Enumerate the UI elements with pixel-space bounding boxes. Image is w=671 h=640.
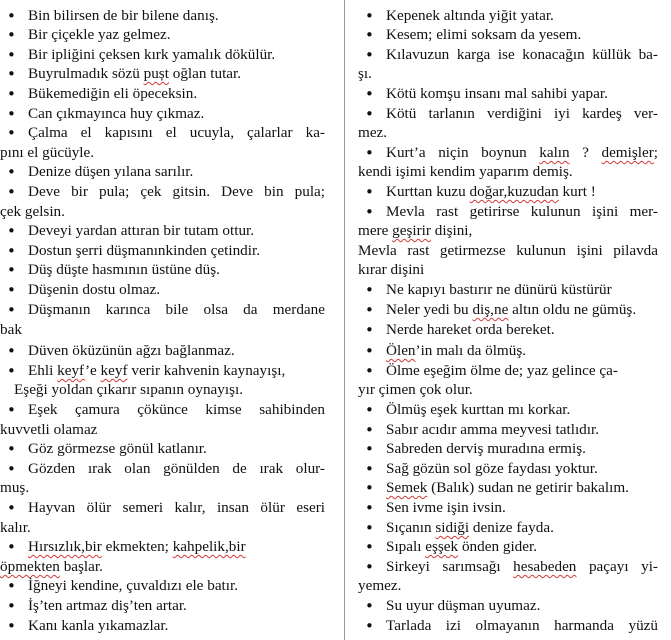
proverb-item: • Denize düşen yılana sarılır.	[0, 162, 325, 182]
proverb-item: • Hayvan ölür semeri kalır, insan ölür eseri	[0, 498, 325, 518]
proverb-item: • Sıçanın sidiği denize fayda.	[358, 518, 658, 538]
proverb-item: • Su uyur düşman uyumaz.	[358, 596, 658, 616]
proverb-item: • Sabreden derviş muradına ermiş.	[358, 439, 658, 459]
proverb-item: • Nerde hareket orda bereket.	[358, 320, 658, 340]
proverb-item: • Can çıkmayınca huy çıkmaz.	[0, 104, 325, 124]
proverb-continuation-line: çek gelsin.	[0, 203, 65, 220]
proverb-item: • Neler yedi bu diş,ne altın oldu ne gümüş.	[358, 300, 658, 320]
proverb-item: • Düşmanın karınca bile olsa da merdane	[0, 300, 325, 320]
proverb-continuation-line: Eşeği yoldan çıkarır sıpanın oynayışı.	[14, 381, 244, 398]
proverb-continuation-line: yır çimen çok olur.	[358, 381, 473, 398]
column-divider	[344, 0, 345, 640]
proverb-item: • Tarlada izi olmayanın harmanda yüzü	[358, 616, 658, 636]
proverb-continuation-line: muş.	[0, 479, 30, 496]
proverb-item: • Sağ gözün sol göze faydası yoktur.	[358, 459, 658, 479]
proverb-item: • Çalma el kapısını el ucuyla, çalarlar ka-	[0, 123, 325, 143]
proverb-item: • Kötü komşu insanı mal sahibi yapar.	[358, 84, 658, 104]
proverb-item: • Mevla rast getirirse kulunun işini mer-	[358, 202, 658, 222]
proverb-continuation-line: öpmekten başlar.	[0, 558, 103, 575]
proverb-continuation-line: kuvvetli olamaz	[0, 421, 98, 438]
proverb-item: • Düşenin dostu olmaz.	[0, 280, 325, 300]
proverb-item: • Kepenek altında yiğit yatar.	[358, 6, 658, 26]
proverb-item: • Deve bir pula; çek gitsin. Deve bin pula;	[0, 182, 325, 202]
proverb-item: • Düven öküzünün ağzı bağlanmaz.	[0, 341, 325, 361]
proverb-item: • Sen ivme işin ivsin.	[358, 498, 658, 518]
proverb-item: • Bükemediğin eli öpeceksin.	[0, 84, 325, 104]
proverb-item: • Dostun şerri düşmanınkinden çetindir.	[0, 241, 325, 261]
proverb-item: • İğneyi kendine, çuvaldızı ele batır.	[0, 576, 325, 596]
proverb-item: • Bir çiçekle yaz gelmez.	[0, 25, 325, 45]
proverb-continuation-line: yemez.	[358, 577, 402, 594]
proverb-item: • Sıpalı eşşek önden gider.	[358, 537, 658, 557]
proverb-continuation-line: pını el gücüyle.	[0, 144, 95, 161]
proverb-item: • Kanı kanla yıkamazlar.	[0, 616, 325, 636]
proverb-continuation-line: mez.	[358, 124, 388, 141]
proverb-item: • Ölen’in malı da ölmüş.	[358, 341, 658, 361]
proverb-item: • Bin bilirsen de bir bilene danış.	[0, 6, 325, 26]
proverb-continuation-line: bak	[0, 321, 22, 338]
proverb-item: • Göz görmezse gönül katlanır.	[0, 439, 325, 459]
proverb-item: • Sirkeyi sarımsağı hesabeden paçayı yi-	[358, 557, 658, 577]
proverb-item: • Bir ipliğini çeksen kırk yamalık dökülür.	[0, 45, 325, 65]
proverb-item: • Kılavuzun karga ise konacağın küllük ba-	[358, 45, 658, 65]
proverb-item: • Eşek çamura çökünce kimse sahibinden	[0, 400, 325, 420]
proverb-item: • Buyrulmadık sözü pușt oğlan tutar.	[0, 64, 325, 84]
proverb-item: • Hırsızlık,bir ekmekten; kahpelik,bir	[0, 537, 325, 557]
proverb-item: • Kesem; elimi soksam da yesem.	[358, 25, 658, 45]
proverb-continuation-line: şı.	[358, 65, 372, 82]
proverb-item: • Kötü tarlanın verdiğini iyi kardeş ver-	[358, 104, 658, 124]
proverb-item: • Deveyi yardan attıran bir tutam ottur.	[0, 221, 325, 241]
proverb-continuation-line: Mevla rast getirmezse kulunun işini pilavda	[358, 242, 658, 259]
proverb-continuation-line: kırar dişini	[358, 261, 425, 278]
proverb-continuation-line: mere geşirir dişini,	[358, 222, 473, 239]
proverb-item: • Sabır acıdır amma meyvesi tatlıdır.	[358, 420, 658, 440]
proverb-item: • Ölme eşeğim ölme de; yaz gelince ça-	[358, 361, 658, 381]
proverb-item: • Kurt’a niçin boynun kalın ? demişler;	[358, 143, 658, 163]
proverb-item: • Gözden ırak olan gönülden de ırak olur-	[0, 459, 325, 479]
proverb-item: • Ne kapıyı bastırır ne dünürü küstürür	[358, 280, 658, 300]
proverb-item: • Ölmüş eşek kurttan mı korkar.	[358, 400, 658, 420]
proverb-item: • Ehli keyf’e keyf verir kahvenin kaynayışı,	[0, 361, 325, 381]
proverb-item: • Düş düşte hasmının üstüne düş.	[0, 260, 325, 280]
proverb-item: • İş’ten artmaz diş’ten artar.	[0, 596, 325, 616]
proverb-continuation-line: kalır.	[0, 519, 31, 536]
proverb-continuation-line: kendi işimi kendim yaparım demiş.	[358, 163, 573, 180]
proverb-item: • Semek (Balık) sudan ne getirir bakalım.	[358, 478, 658, 498]
proverb-item: • Kurttan kuzu doğar,kuzudan kurt !	[358, 182, 658, 202]
